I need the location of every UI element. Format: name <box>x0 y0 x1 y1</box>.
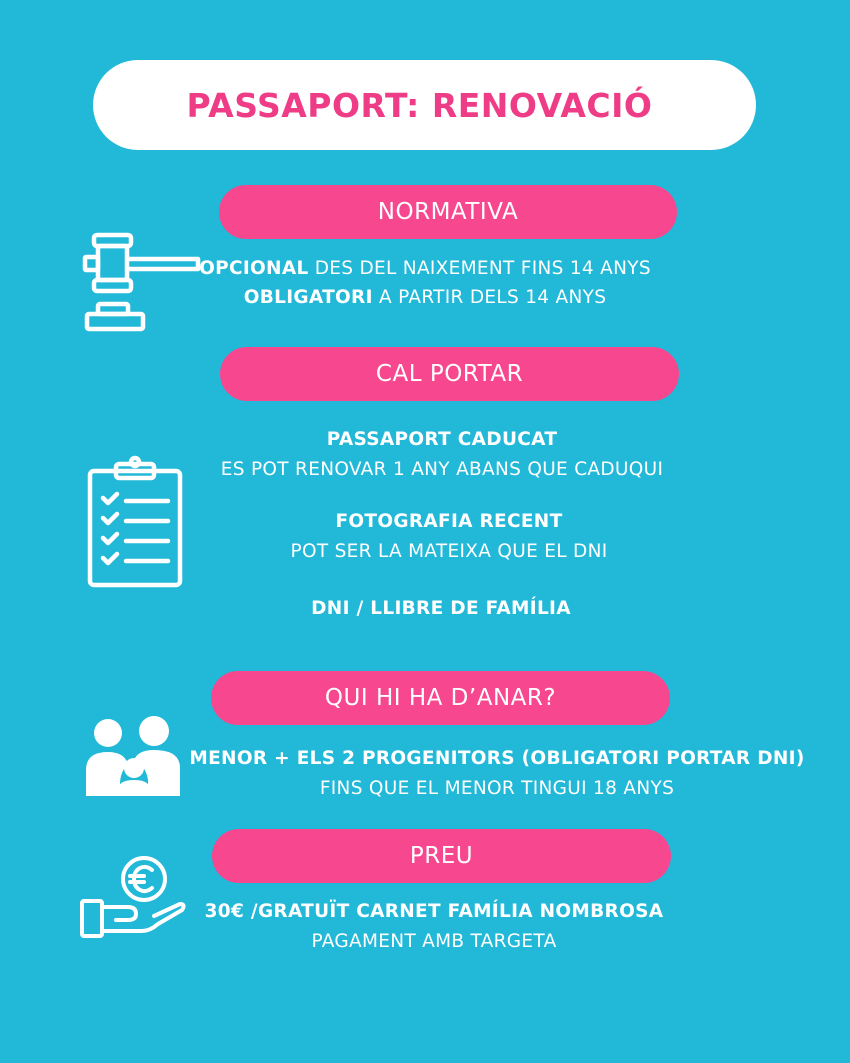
cal-portar-item-3-title: DNI / LLIBRE DE FAMÍLIA <box>311 598 571 619</box>
normativa-line-2-text: A PARTIR DELS 14 ANYS <box>372 287 607 308</box>
section-heading-normativa: NORMATIVA <box>219 185 677 239</box>
title-banner <box>93 60 756 150</box>
qui-hi-ha-line-2: FINS QUE EL MENOR TINGUI 18 ANYS <box>319 778 675 799</box>
euro-hand-icon <box>78 854 188 942</box>
page-title: PASSAPORT: RENOVACIÓ <box>186 85 653 125</box>
cal-portar-item-1-desc: ES POT RENOVAR 1 ANY ABANS QUE CADUQUI <box>220 459 664 480</box>
cal-portar-item-2-title: FOTOGRAFIA RECENT <box>335 511 563 532</box>
section-heading-preu: PREU <box>212 829 671 883</box>
preu-line-1: 30€ /GRATUÏT CARNET FAMÍLIA NOMBROSA <box>204 901 664 922</box>
normativa-line-2-bold: OBLIGATORI <box>243 287 373 308</box>
normativa-line-1 <box>0 258 850 279</box>
preu-line-2: PAGAMENT AMB TARGETA <box>311 931 557 952</box>
normativa-line-1-bold: OPCIONAL <box>199 258 309 279</box>
qui-hi-ha-line-1: MENOR + ELS 2 PROGENITORS (OBLIGATORI PORTAR DNI) <box>189 748 805 769</box>
cal-portar-item-1-title: PASSAPORT CADUCAT <box>326 429 558 450</box>
section-heading-cal-portar: CAL PORTAR <box>220 347 679 401</box>
normativa-line-2 <box>0 287 850 308</box>
gavel-icon <box>82 232 204 334</box>
normativa-line-1-text: DES DEL NAIXEMENT FINS 14 ANYS <box>308 258 651 279</box>
cal-portar-item-2-desc: POT SER LA MATEIXA QUE EL DNI <box>290 541 608 562</box>
section-heading-qui-hi-ha-danar: QUI HI HA D’ANAR? <box>211 671 670 725</box>
